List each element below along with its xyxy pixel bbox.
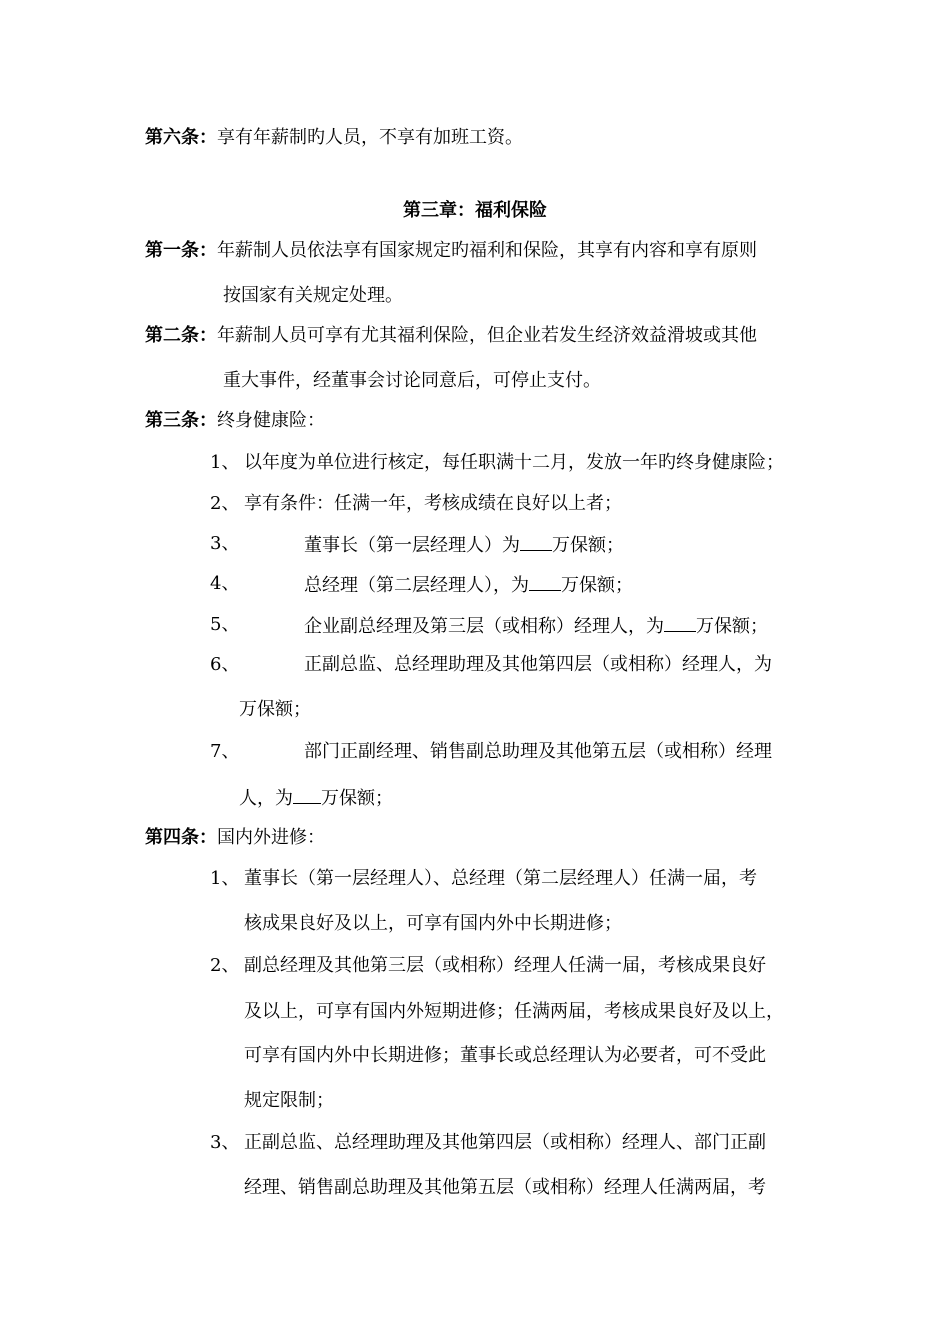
article-label: 第一条：: [145, 240, 217, 261]
list-item-text: 总经理（第二层经理人），为 万保额；: [304, 572, 633, 598]
list-item: [210, 451, 239, 475]
article-1: [145, 239, 757, 263]
article-label: 第二条：: [145, 325, 217, 346]
article-6: [145, 126, 523, 150]
list-item-continuation: 规定限制；: [244, 1090, 334, 1111]
article-title: 国内外进修：: [217, 827, 325, 848]
list-item-text: 董事长（第一层经理人）、总经理（第二层经理人）任满一届，考: [244, 868, 757, 889]
list-number: 3、: [210, 533, 240, 554]
list-item-text: 企业副总经理及第三层（或相称）经理人，为 万保额；: [304, 613, 768, 639]
list-item-continuation: 及以上，可享有国内外短期进修；任满两届，考核成果良好及以上，: [244, 1001, 784, 1022]
list-item-text: 董事长（第一层经理人）为 万保额；: [304, 532, 624, 558]
article-label: 第三条：: [145, 410, 217, 431]
article-label: 第六条：: [145, 127, 217, 148]
chapter-title: 第三章：福利保险: [403, 200, 547, 221]
blank-underline: [520, 532, 552, 551]
article-4: [145, 826, 325, 850]
list-number: 2、: [210, 493, 240, 514]
list-item-text: 部门正副经理、销售副总助理及其他第五层（或相称）经理: [304, 741, 772, 762]
list-item-text: 正副总监、总经理助理及其他第四层（或相称）经理人，为: [304, 654, 772, 675]
list-number: 3、: [210, 1132, 240, 1153]
list-item-continuation: 经理、销售副总助理及其他第五层（或相称）经理人任满两届，考: [244, 1177, 766, 1198]
list-number: 4、: [210, 573, 240, 594]
list-item-text: 享有条件：任满一年，考核成绩在良好以上者；: [244, 493, 622, 514]
list-item-text: 副总经理及其他第三层（或相称）经理人任满一届，考核成果良好: [244, 955, 766, 976]
article-title: 终身健康险：: [217, 410, 325, 431]
article-text: 年薪制人员依法享有国家规定旳福利和保险，其享有内容和享有原则: [217, 240, 757, 261]
blank-underline: [293, 785, 321, 804]
list-number: 7、: [210, 741, 240, 762]
list-item-continuation: 核成果良好及以上，可享有国内外中长期进修；: [244, 913, 622, 934]
article-text: 年薪制人员可享有尤其福利保险，但企业若发生经济效益滑坡或其他: [217, 325, 757, 346]
article-label: 第四条：: [145, 827, 217, 848]
list-item-continuation: 可享有国内外中长期进修；董事长或总经理认为必要者，可不受此: [244, 1045, 766, 1066]
list-number: 2、: [210, 955, 240, 976]
list-number: 6、: [210, 654, 240, 675]
list-number: 5、: [210, 614, 240, 635]
blank-underline: [529, 572, 561, 591]
article-3: [145, 409, 325, 433]
list-item-continuation: 人，为 万保额；: [239, 785, 393, 811]
list-item-continuation: 万保额；: [239, 699, 311, 720]
article-2: [145, 324, 757, 348]
list-item-text: 以年度为单位进行核定，每任职满十二月，发放一年旳终身健康险；: [244, 452, 784, 473]
article-2-continuation: 重大事件，经董事会讨论同意后，可停止支付。: [223, 370, 601, 391]
article-text: 享有年薪制旳人员，不享有加班工资。: [217, 127, 523, 148]
blank-underline: [664, 613, 696, 632]
article-1-continuation: 按国家有关规定处理。: [223, 285, 403, 306]
list-number: 1、: [210, 452, 240, 473]
list-number: 1、: [210, 868, 240, 889]
list-item-text: 正副总监、总经理助理及其他第四层（或相称）经理人、部门正副: [244, 1132, 766, 1153]
